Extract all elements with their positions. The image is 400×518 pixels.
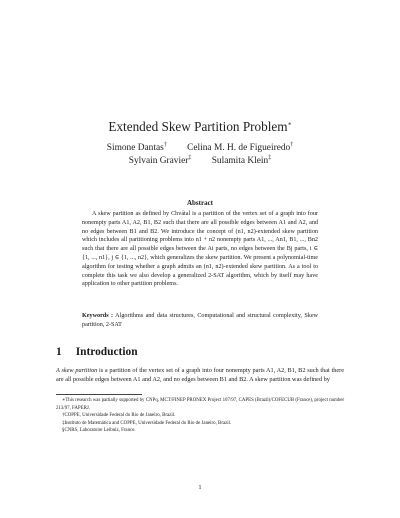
- author: Celina M. H. de Figueiredo†: [187, 141, 294, 153]
- section-title: Introduction: [75, 346, 138, 358]
- author-row-2: [0, 155, 400, 167]
- footnote: †COPPE, Universidade Federal do Rio de Janeiro, Brazil.: [62, 413, 176, 419]
- section-heading: [56, 345, 138, 359]
- section-body-lead: A skew partition: [56, 367, 98, 374]
- title-footnote-mark: ∗: [287, 121, 292, 128]
- keywords-text: Algorithms and data structures, Computational and structural complexity, Skew partition, 2-SAT: [82, 313, 318, 328]
- keywords-label: Keywords :: [82, 313, 114, 319]
- footnotes: [56, 397, 346, 435]
- footnote: ∗This research was partially supported by CNPq, MCT/FINEP PRONEX Project 107/97, CAPES (Brazil)/COFECUB (France), project number 213/97, FAPERJ.: [56, 398, 345, 411]
- author: Sylvain Gravier‡: [128, 154, 192, 166]
- author: Sulamita Klein‡: [211, 154, 272, 166]
- section-body: [56, 366, 344, 385]
- title-text: Extended Skew Partition Problem: [108, 119, 288, 134]
- footnote: ‡Instituto de Matemática and COPPE, Universidade Federal do Rio de Janeiro, Brazil.: [62, 420, 232, 426]
- abstract-body: A skew partition as defined by Chvátal is a partition of the vertex set of a graph into four nonempty parts A1, A2, B1, B2 such that there are all possible edges between A1 and A2, and no edges between B1 and B2. We introduce the concept of (n1, n2)-extended skew partition which includes all partitioning problems into n1 + n2 nonempty parts A1, ..., An1, B1, ..., Bn2 such that there are all possible edges between the Ai parts, no edges between the Bj parts, i ∈ {1, ..., n1}, j ∈ {1, ..., n2}, which generalizes the skew partition. We present a polynomial-time algorithm for testing whether a graph admits an (n1, n2)-extended skew partition. As a tool to complete this task we also develop a generalized 2-SAT algorithm, which by itself may have application to other partition problems.: [82, 211, 318, 288]
- footnote: §CNRS, Laboratoire Leibniz, France.: [62, 428, 136, 434]
- section-body-rest: is a partition of the vertex set of a graph into four nonempty parts A1, A2, B1, B2 such that there are all possible edges between A1 and A2, and no edges between B1 and B2. A skew partition was defined by: [56, 367, 344, 384]
- author-row-1: [0, 142, 400, 154]
- section-number: 1: [56, 346, 62, 358]
- author: Simone Dantas†: [106, 141, 167, 153]
- page-number: 1: [198, 484, 202, 491]
- keywords: [82, 312, 318, 330]
- paper-title: [0, 119, 400, 135]
- abstract-heading: Abstract: [186, 199, 214, 207]
- footnote-rule: [56, 394, 142, 395]
